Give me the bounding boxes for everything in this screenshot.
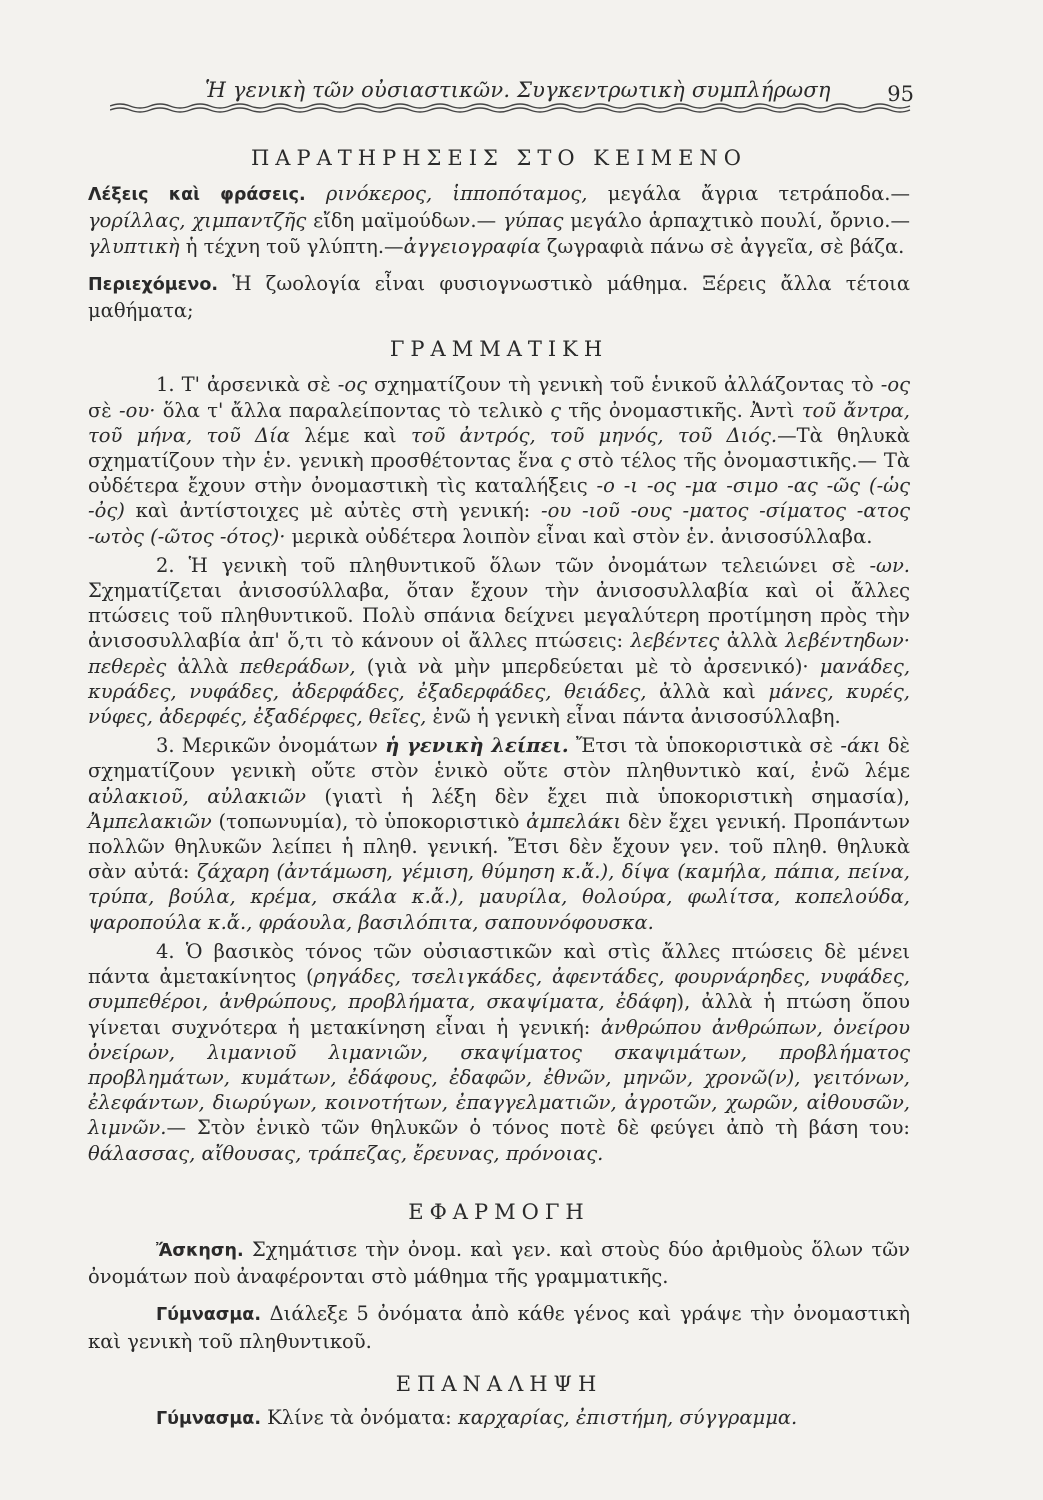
- lexis-label: Λέξεις καὶ φράσεις.: [88, 185, 306, 206]
- example: Ἀμπελακιῶν: [88, 809, 212, 833]
- text: μεγάλο ἁρπαχτικὸ πουλί, ὄρνιο.—: [563, 209, 910, 233]
- text: μεγάλα ἄγρια τετράποδα.—: [587, 182, 911, 206]
- example: μάνες, κυρές, νύφες, ἀδερφές, ἐξαδέρφες, θεῖες,: [88, 679, 910, 729]
- example: θάλασσας, αἴθουσας, τράπεζας, ἔρευνας, πρόνοιας.: [88, 1141, 604, 1165]
- grammar-point-2: [88, 553, 910, 729]
- text: ἀλλὰ: [166, 654, 240, 678]
- example: λεβέντηδων· πεθερὲς: [88, 629, 910, 678]
- text: 3. Μερικῶν ὀνομάτων: [156, 734, 386, 758]
- term: ἀγγειογραφία: [403, 234, 541, 258]
- text: Διάλεξε 5 ὀνόματα ἀπὸ κάθε γένος καὶ γράψε τὴν ὀνομαστικὴ καὶ γενικὴ τοῦ πληθυντικοῦ.: [88, 1302, 910, 1353]
- content-label: Περιεχόμενο.: [88, 274, 218, 295]
- term: γορίλλας, χιμπαντζῆς: [88, 209, 307, 233]
- ending: -ων.: [869, 553, 910, 577]
- ending: -ου·: [119, 398, 156, 422]
- grammar-point-4: [88, 939, 910, 1166]
- heading-review: ΕΠΑΝΑΛΗΨΗ: [395, 1371, 603, 1396]
- grammar-point-3: [88, 733, 910, 935]
- lexis-paragraph: [88, 181, 910, 259]
- text: μερικὰ οὐδέτερα λοιπὸν εἶναι καὶ στὸν ἑν. ἀνισοσύλλαβα.: [285, 524, 873, 548]
- example: καρχαρίας, ἐπιστήμη, σύγγραμμα.: [457, 1405, 798, 1429]
- example: ἀμπελάκι: [526, 809, 622, 833]
- running-head: [110, 72, 920, 112]
- heading-grammar: ΓΡΑΜΜΑΤΙΚΗ: [389, 337, 609, 362]
- text: ἀλλὰ: [719, 629, 786, 653]
- text: (γιατὶ ἡ λέξη δὲν ἔχει πιὰ ὑποκοριστικὴ σημασία),: [305, 784, 910, 808]
- ending: -ου -ιοῦ -ους -ματος -σίματος -ατος -ωτὸς (-ῶτος -ότος)·: [88, 499, 910, 548]
- term: ρινόκερος, ἱπποπόταμος,: [325, 182, 588, 206]
- term: γύπας: [502, 209, 564, 233]
- text: Σχηματίζεται ἀνισοσύλλαβα, ὅταν ἔχουν τὴν ἀνισοσυλλαβία καὶ οἱ ἄλλες πτώσεις τοῦ πληθυντικοῦ. Πολὺ σπάνια δείχνει μεγαλύτερη προτίμηση πρὸς τὴν ἀνισοσυλλαβία ἀπ' ὅ,τι τὸ κάνουν οἱ ἄλλες πτώσεις:: [88, 579, 910, 653]
- gym-label: Γύμνασμα.: [156, 1305, 261, 1326]
- text: 2. Ἡ γενικὴ τοῦ πληθυντικοῦ ὅλων τῶν ὀνομάτων τελειώνει σὲ: [156, 553, 870, 577]
- ending: -ος: [880, 373, 910, 397]
- grammar-point-1: [88, 372, 910, 548]
- text: δὲ σχηματίζουν γενικὴ οὔτε στὸν ἑνικὸ οὔτε στὸν πληθυντικὸ καί, ἐνῶ λέμε: [88, 734, 911, 783]
- example: τοῦ ἄντρα, τοῦ μήνα, τοῦ Δία: [88, 398, 910, 447]
- text: εἴδη μαϊμούδων.—: [306, 209, 503, 233]
- example: αὐλακιοῦ, αὐλακιῶν: [88, 784, 306, 808]
- text: 1. Τ' ἀρσενικὰ σὲ: [156, 373, 338, 397]
- page-body: [88, 146, 910, 1436]
- text: ὅλα τ' ἄλλα παραλείποντας τὸ τελικὸ: [155, 398, 551, 422]
- text: (γιὰ νὰ μὴν μπερδεύεται μὲ τὸ ἀρσενικό)·: [355, 654, 820, 678]
- text: Ἔτσι τὰ ὑποκοριστικὰ σὲ: [568, 734, 841, 758]
- text: δὲν ἔχει γενική. Προπάντων πολλῶν θηλυκῶν λείπει ἡ πληθ. γενική. Ἔτσι δὲν ἔχουν γεν. τοῦ πληθ. θηλυκὰ σὰν αὐτά:: [88, 809, 911, 884]
- example: ἀνθρώπου ἀνθρώπων, ὀνείρου ὀνείρων, λιμανιοῦ λιμανιῶν, σκαψίματος σκαψιμάτων, προβλήματος προβλημάτων, κυμάτων, ἐδάφους, ἐδαφῶν, ἐθνῶν, μηνῶν, χρονῶ(ν), γειτόνων, ἐλεφάντων, διωρύγων, κοινοτήτων, ἐπαγγελματιῶν, ἀγροτῶν, χωρῶν, αἰθουσῶν, λιμνῶν.: [88, 1015, 911, 1140]
- gym-paragraph: [88, 1301, 910, 1353]
- exercise-label: Ἄσκηση.: [156, 1240, 244, 1261]
- heading-application: ΕΦΑΡΜΟΓΗ: [408, 1199, 590, 1224]
- ending: ς: [560, 449, 572, 473]
- text: — Στὸν ἑνικὸ τῶν θηλυκῶν ὁ τόνος ποτὲ δὲ φεύγει ἀπὸ τὴ βάση του:: [166, 1116, 910, 1140]
- ending: -ος: [337, 373, 368, 397]
- exercise-paragraph: [88, 1237, 910, 1289]
- example: ρηγάδες, τσελιγκάδες, ἀφεντάδες, φουρνάρηδες, νυφάδες, συμπεθέροι, ἀνθρώπους, προβλήματα, σκαψίματα, ἐδάφη: [88, 965, 910, 1014]
- text: τῆς ὀνομαστικῆς. Ἀντὶ: [561, 398, 802, 422]
- review-paragraph: [88, 1405, 910, 1432]
- text: ἀλλὰ καὶ: [646, 679, 769, 703]
- page-number: 95: [887, 82, 914, 106]
- text: (τοπωνυμία), τὸ ὑποκοριστικὸ: [211, 809, 527, 833]
- text: Ἡ ζωολογία εἶναι φυσιογνωστικὸ μάθημα. Ξέρεις ἄλλα τέτοια μαθήματα;: [88, 271, 910, 323]
- ending: ς: [550, 398, 561, 422]
- example: τοῦ ἀντρός, τοῦ μηνός, τοῦ Διός.: [410, 423, 778, 447]
- content-paragraph: [88, 271, 910, 323]
- example: μανάδες, κυράδες, νυφάδες, ἀδερφάδες, ἐξαδερφάδες, θειάδες,: [88, 654, 911, 703]
- running-title: Ἡ γενικὴ τῶν οὐσιαστικῶν. Συγκεντρωτικὴ συμπλήρωση: [205, 78, 831, 102]
- text: στὸ τέλος τῆς ὀνομαστικῆς.— Τὰ οὐδέτερα ἔχουν στὴν ὀνομαστικὴ τὶς καταλήξεις: [88, 449, 910, 498]
- text: ζωγραφιὰ πάνω σὲ ἀγγεῖα, σὲ βάζα.: [540, 234, 905, 258]
- text: ), ἀλλὰ ἡ πτώση ὅπου γίνεται συχνότερα ἡ μετακίνηση εἶναι ἡ γενική:: [88, 990, 910, 1039]
- example: λεβέντες: [630, 629, 720, 653]
- text: —Τὰ θηλυκὰ σχηματίζουν τὴν ἑν. γενικὴ προσθέτοντας ἕνα: [88, 423, 910, 473]
- text: Σχημάτισε τὴν ὀνομ. καὶ γεν. καὶ στοὺς δύο ἀριθμοὺς ὅλων τῶν ὀνομάτων ποὺ ἀναφέρονται στὸ μάθημα τῆς γραμματικῆς.: [88, 1237, 910, 1289]
- text: ἡ τέχνη τοῦ γλύπτη.—: [179, 234, 404, 258]
- emphasis: ἡ γενικὴ λείπει.: [385, 734, 569, 758]
- heading-observations: ΠΑΡΑΤΗΡΗΣΕΙΣ ΣΤΟ ΚΕΙΜΕΝΟ: [250, 146, 748, 170]
- text: 4. Ὁ βασικὸς τόνος τῶν οὐσιαστικῶν καὶ στὶς ἄλλες πτώσεις δὲ μένει πάντα ἀμετακίνητος (: [88, 939, 910, 989]
- ending: -άκι: [840, 734, 881, 758]
- ending: -ο -ι -ος -μα -σιμο -ας -ῶς (-ὡς -ὀς): [88, 474, 910, 523]
- term: γλυπτικὴ: [88, 234, 180, 258]
- text: Κλίνε τὰ ὀνόματα:: [260, 1405, 458, 1429]
- example: πεθεράδων,: [239, 654, 356, 678]
- text: ἐνῶ ἡ γενικὴ εἶναι πάντα ἀνισοσύλλαβη.: [426, 705, 841, 729]
- review-gym-label: Γύμνασμα.: [156, 1408, 261, 1429]
- example: ζάχαρη (ἀντάμωση, γέμιση, θύμηση κ.ἄ.), δίψα (καμήλα, πάπια, πείνα, τρύπα, βούλα, κρέμα, σκάλα κ.ἄ.), μαυρίλα, θολούρα, φωλίτσα, κοπελούδα, ψαροπούλα κ.ἄ., φράουλα, βασιλόπιτα, σαπουνόφουσκα.: [88, 860, 910, 934]
- text: καὶ ἀντίστοιχες μὲ αὐτὲς στὴ γενική:: [124, 499, 541, 523]
- wavy-rule: [110, 102, 920, 114]
- text: σὲ: [88, 398, 120, 422]
- text: λέμε καὶ: [289, 423, 411, 447]
- text: σχηματίζουν τὴ γενικὴ τοῦ ἑνικοῦ ἀλλάζοντας τὸ: [367, 373, 881, 397]
